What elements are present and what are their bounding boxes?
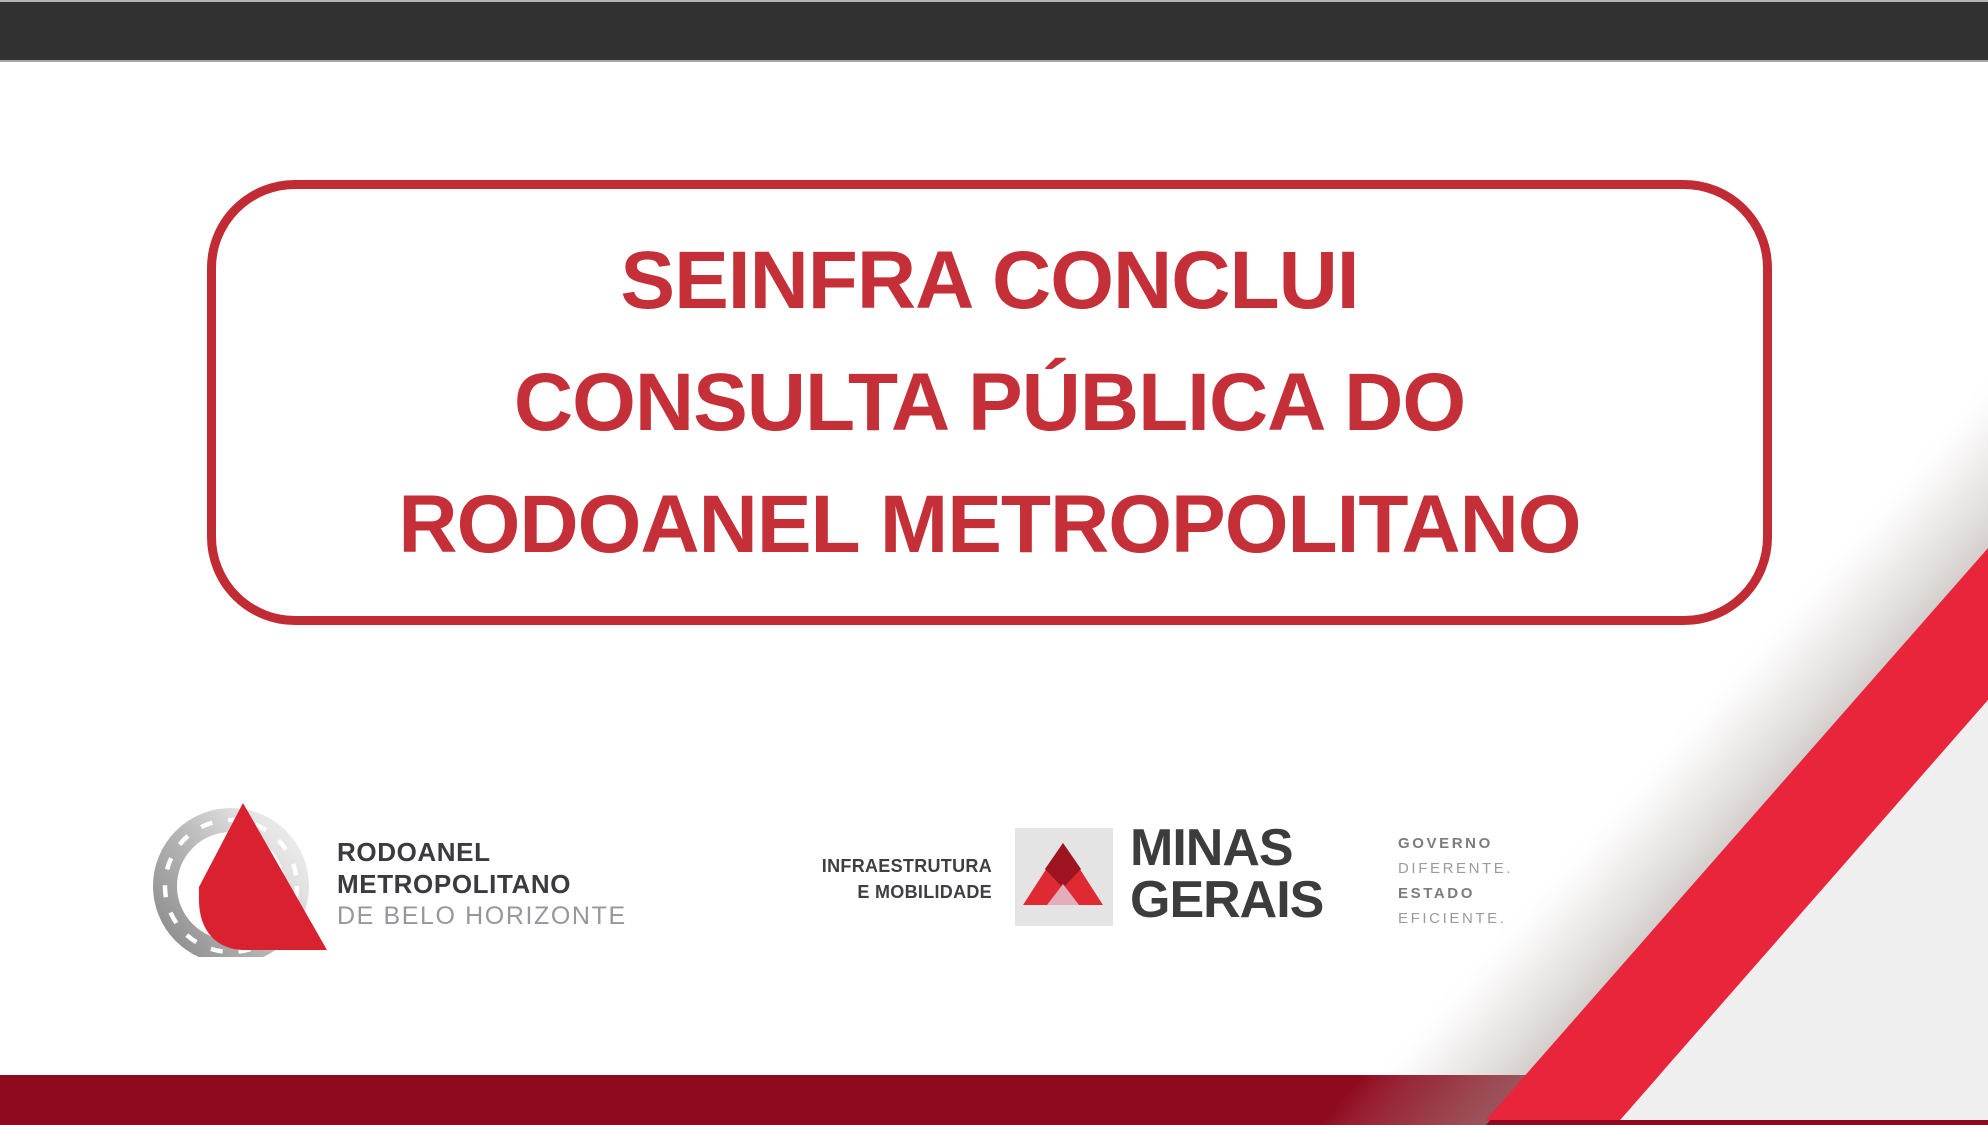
rodoanel-wordmark <box>337 836 627 933</box>
tagline-line-2: DIFERENTE. <box>1398 860 1514 877</box>
minas-gerais-triangle-icon <box>1015 828 1113 926</box>
minas-gerais-name-line-1: MINAS <box>1130 819 1293 877</box>
top-bar <box>0 0 1988 62</box>
rodoanel-road-ring-icon <box>150 795 335 957</box>
minas-gerais-name-line-2: GERAIS <box>1130 871 1324 929</box>
seinfra-line-1: INFRAESTRUTURA <box>821 856 992 876</box>
seinfra-line-2: E MOBILIDADE <box>857 882 992 902</box>
title-line-2: CONSULTA PÚBLICA DO <box>513 356 1466 448</box>
title-card <box>207 180 1772 625</box>
minas-gerais-logo-box <box>1015 828 1113 926</box>
tagline-line-3: ESTADO <box>1398 885 1475 902</box>
tagline-line-4: EFICIENTE. <box>1398 910 1507 927</box>
tagline-line-1: GOVERNO <box>1398 835 1493 852</box>
title-line-1: SEINFRA CONCLUI <box>620 234 1359 326</box>
rodoanel-name-line-1: RODOANEL <box>337 837 491 867</box>
rodoanel-name-line-2: METROPOLITANO <box>337 869 572 899</box>
rodoanel-subtitle: DE BELO HORIZONTE <box>337 902 627 930</box>
minas-gerais-tagline <box>1398 831 1513 931</box>
minas-gerais-wordmark <box>1130 819 1324 929</box>
title-line-3: RODOANEL METROPOLITANO <box>398 478 1581 570</box>
seinfra-wordmark <box>790 853 992 905</box>
